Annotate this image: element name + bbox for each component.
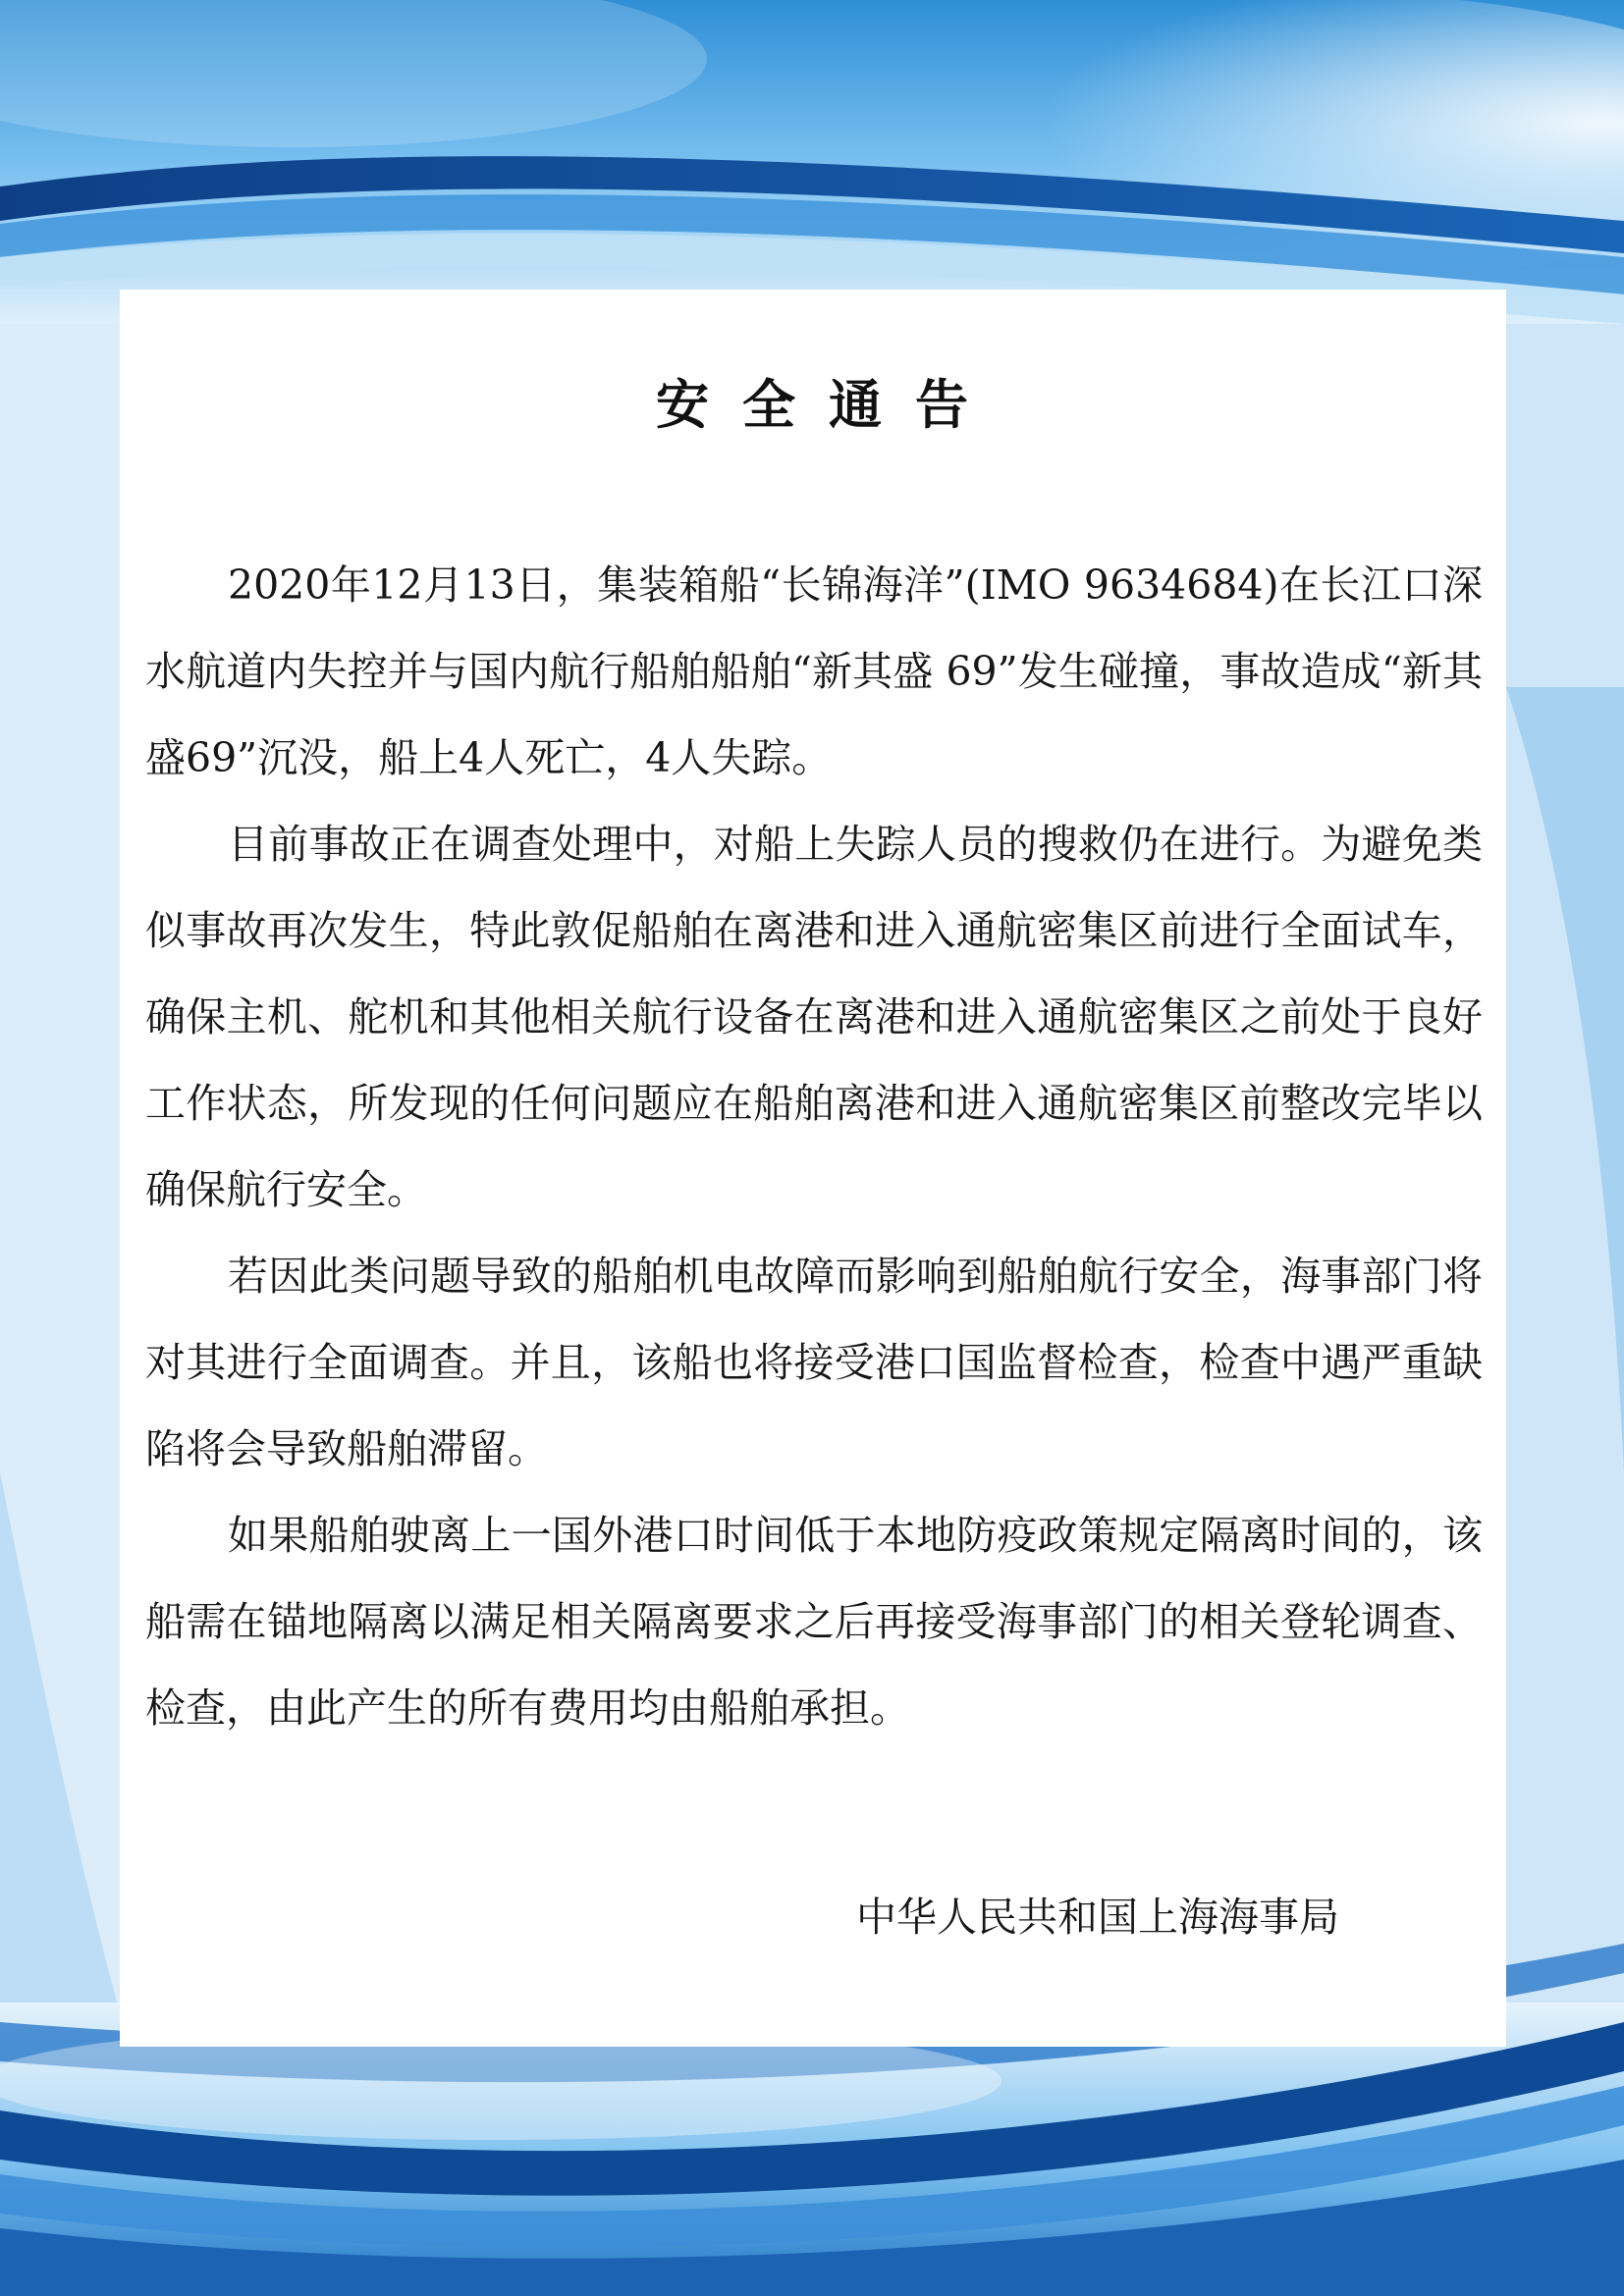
- notice-title: 安全通告: [656, 374, 1001, 436]
- notice-body: [145, 542, 1483, 1751]
- issuer-signature: 中华人民共和国上海海事局: [856, 1894, 1339, 1941]
- notice-paragraph-1: 2020年12月13日，集装箱船“长锦海洋”(IMO 9634684)在长江口深水航道内失控并与国内航行船舶船舶“新其盛 69”发生碰撞，事故造成“新其盛69”沉没，船上4人死亡，4人失踪。: [145, 561, 1483, 781]
- notice-paragraph-4: 如果船舶驶离上一国外港口时间低于本地防疫政策规定隔离时间的，该船需在锚地隔离以满足相关隔离要求之后再接受海事部门的相关登轮调查、检查，由此产生的所有费用均由船舶承担。: [145, 1512, 1483, 1732]
- notice-paragraph-2: 目前事故正在调查处理中，对船上失踪人员的搜救仍在进行。为避免类似事故再次发生，特此敦促船舶在离港和进入通航密集区前进行全面试车，确保主机、舵机和其他相关航行设备在离港和进入通航密集区之前处于良好工作状态，所发现的任何问题应在船舶离港和进入通航密集区前整改完毕以确保航行安全。: [145, 821, 1483, 1213]
- notice-paragraph-3: 若因此类问题导致的船舶机电故障而影响到船舶航行安全，海事部门将对其进行全面调查。并且，该船也将接受港口国监督检查，检查中遇严重缺陷将会导致船舶滞留。: [145, 1253, 1483, 1472]
